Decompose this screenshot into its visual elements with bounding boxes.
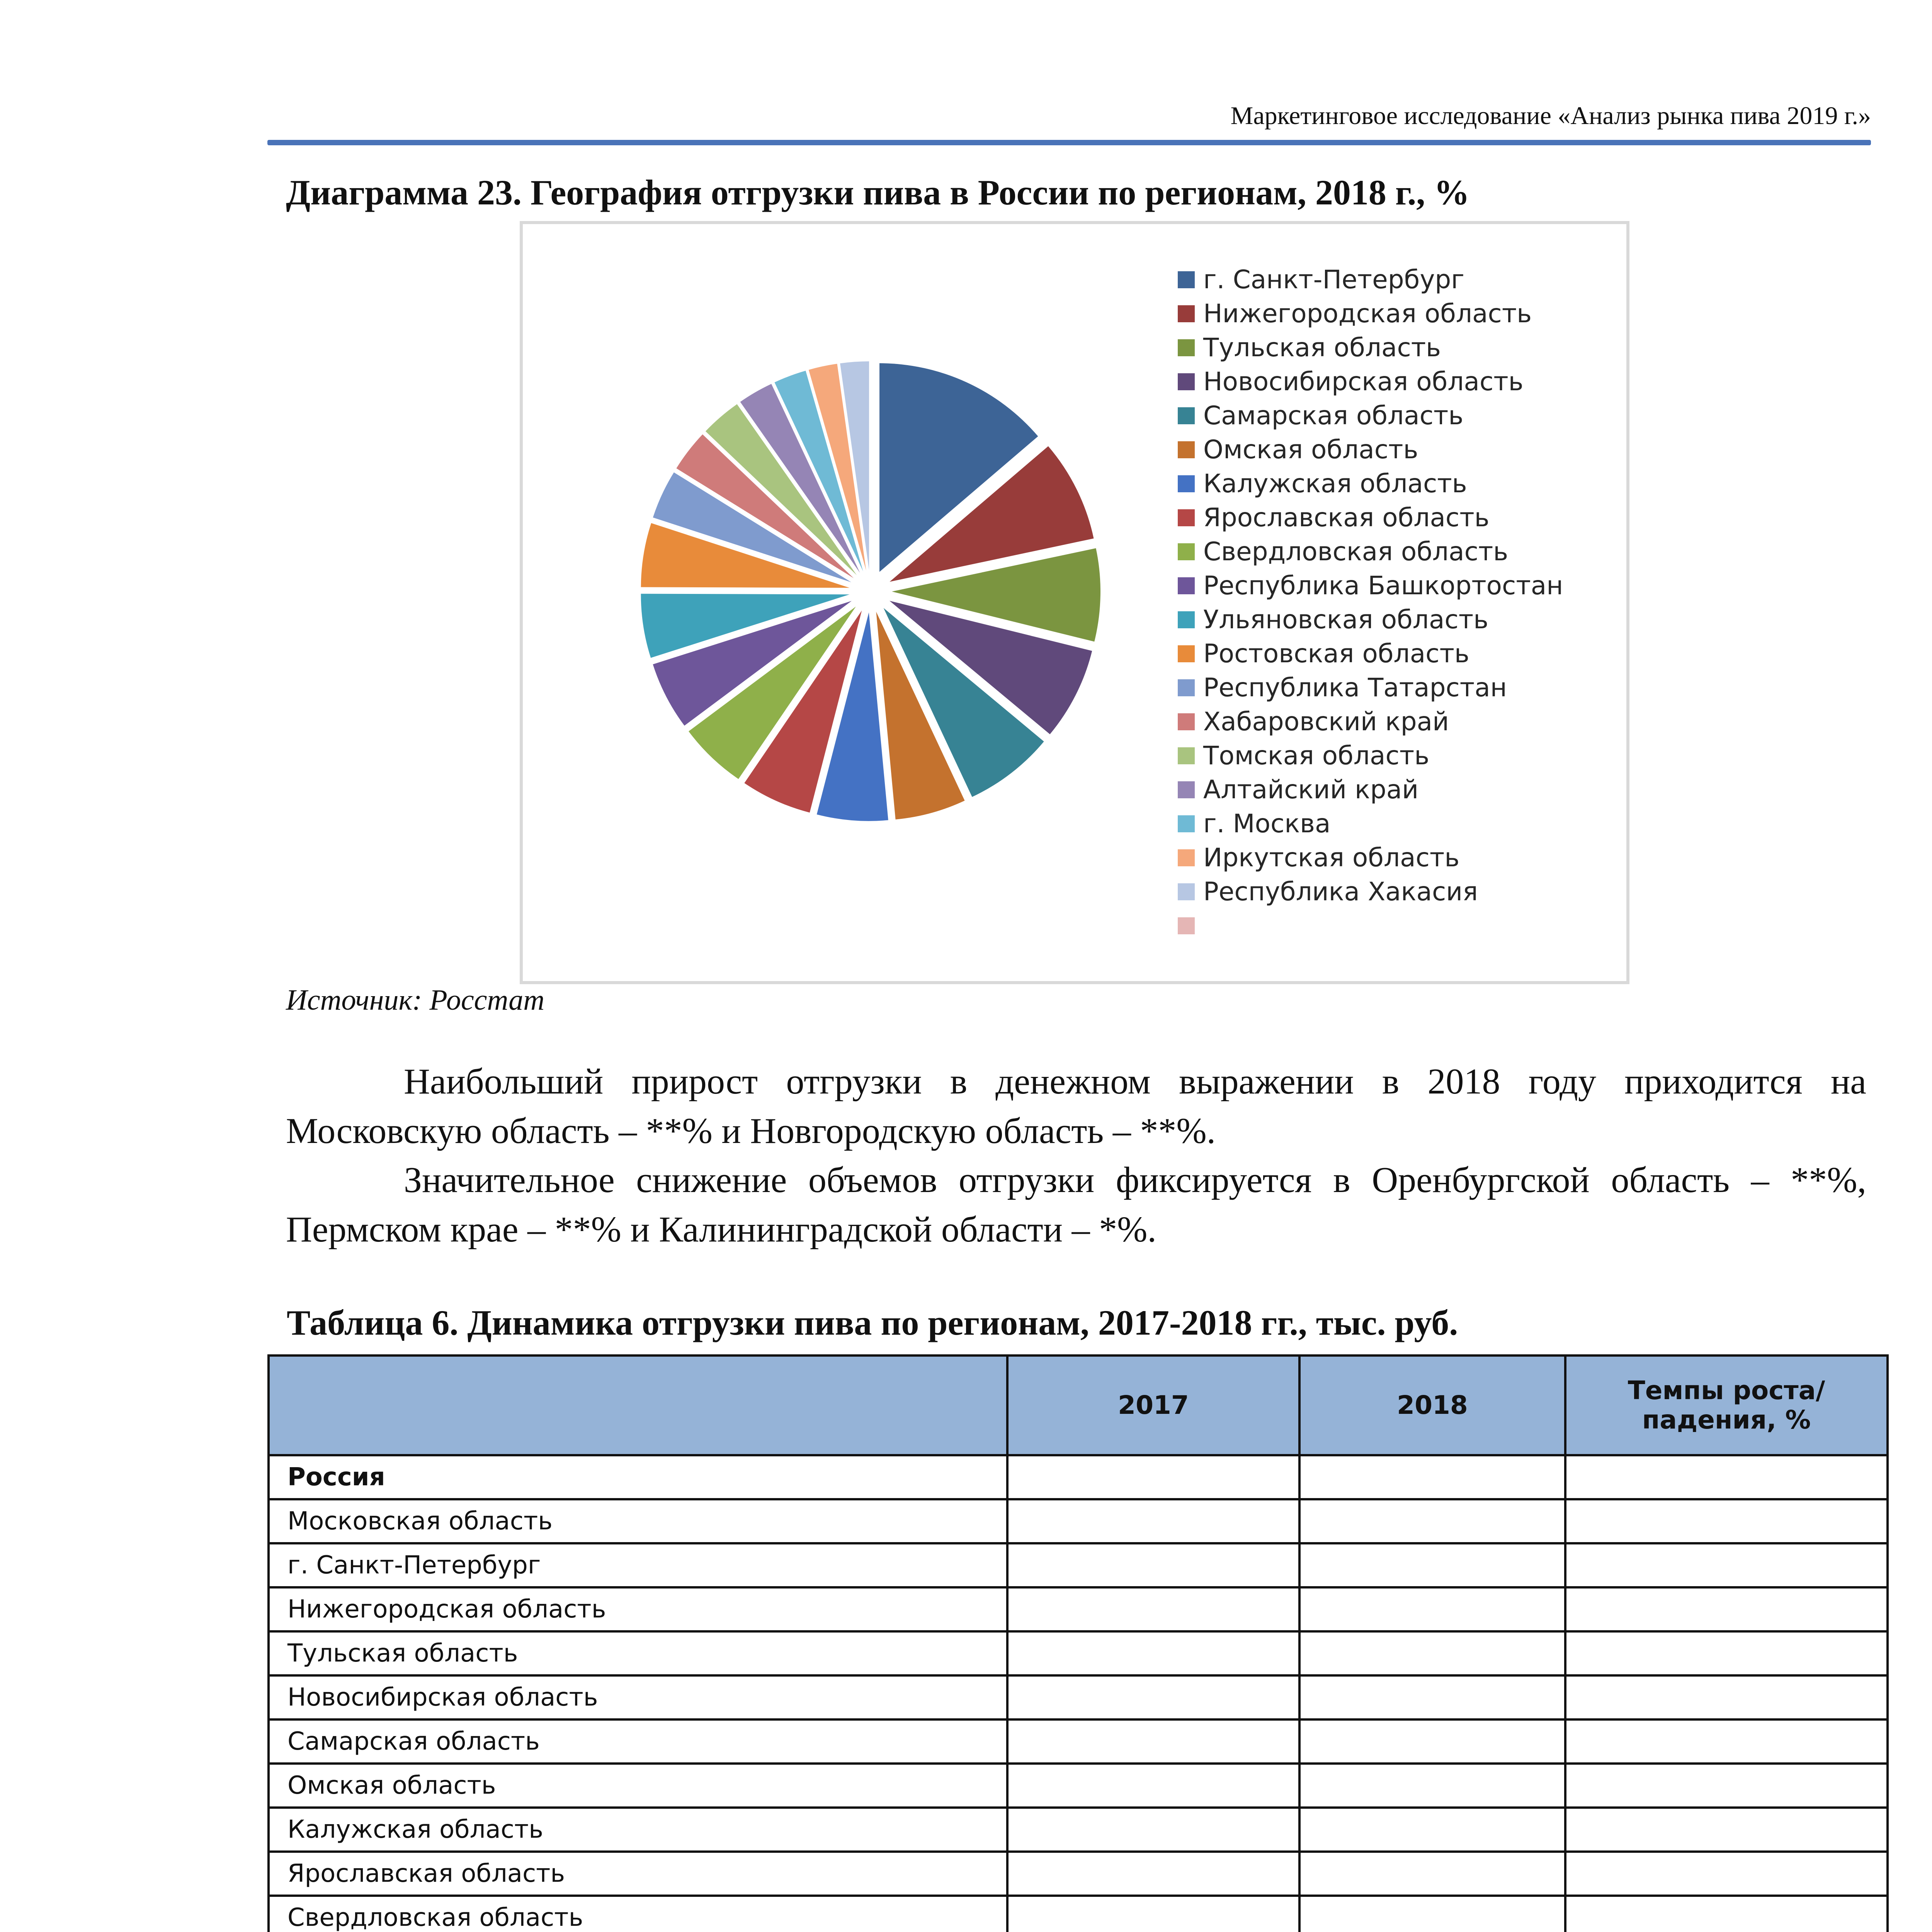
legend-swatch — [1178, 849, 1195, 866]
value-cell — [1565, 1675, 1888, 1719]
table-row — [269, 1631, 1888, 1675]
paragraph: Значительное снижение объемов отгрузки фиксируется в Оренбургской область – **%, Пермском крае – **% и Калининградской области – *%. — [286, 1160, 1866, 1250]
region-cell: Нижегородская область — [269, 1587, 1007, 1631]
legend-swatch — [1178, 339, 1195, 356]
legend-swatch — [1178, 373, 1195, 390]
table-row — [269, 1764, 1888, 1808]
legend-swatch — [1178, 509, 1195, 526]
legend-label: Хабаровский край — [1203, 707, 1449, 736]
value-cell — [1299, 1631, 1565, 1675]
legend-swatch — [1178, 781, 1195, 798]
region-cell: Свердловская область — [269, 1896, 1007, 1932]
legend-swatch — [1178, 883, 1195, 900]
value-cell — [1007, 1719, 1299, 1764]
table-row — [269, 1455, 1888, 1499]
table-row — [269, 1499, 1888, 1543]
region-cell: Московская область — [269, 1499, 1007, 1543]
legend-swatch — [1178, 679, 1195, 696]
value-cell — [1299, 1675, 1565, 1719]
table-header-row — [269, 1355, 1888, 1455]
value-cell — [1565, 1896, 1888, 1932]
legend-label: Нижегородская область — [1203, 299, 1532, 328]
column-header: Темпы роста/падения, % — [1565, 1355, 1888, 1455]
legend-label: Самарская область — [1203, 401, 1464, 430]
legend-swatch — [1178, 441, 1195, 458]
legend-swatch — [1178, 475, 1195, 492]
legend-swatch — [1178, 713, 1195, 730]
value-cell — [1007, 1587, 1299, 1631]
region-cell: Тульская область — [269, 1631, 1007, 1675]
value-cell — [1299, 1896, 1565, 1932]
legend-label: г. Москва — [1203, 809, 1331, 838]
legend-label: Республика Башкортостан — [1203, 571, 1563, 600]
column-header — [269, 1355, 1007, 1455]
legend-label: Новосибирская область — [1203, 367, 1524, 396]
legend-label: г. Санкт-Петербург — [1203, 265, 1464, 294]
value-cell — [1007, 1852, 1299, 1896]
legend-swatch — [1178, 645, 1195, 662]
value-cell — [1007, 1808, 1299, 1852]
region-cell: Калужская область — [269, 1808, 1007, 1852]
value-cell — [1565, 1764, 1888, 1808]
value-cell — [1565, 1631, 1888, 1675]
value-cell — [1007, 1455, 1299, 1499]
legend-label: Тульская область — [1203, 333, 1441, 362]
value-cell — [1007, 1896, 1299, 1932]
region-cell: Самарская область — [269, 1719, 1007, 1764]
value-cell — [1007, 1631, 1299, 1675]
legend-swatch — [1178, 305, 1195, 322]
shipment-table — [267, 1354, 1889, 1932]
value-cell — [1299, 1587, 1565, 1631]
column-header: 2017 — [1007, 1355, 1299, 1455]
running-header: Маркетинговое исследование «Анализ рынка пива 2019 г.» — [1230, 102, 1871, 130]
value-cell — [1007, 1764, 1299, 1808]
header-divider — [267, 140, 1871, 145]
legend-label: Омская область — [1203, 435, 1418, 464]
legend-swatch — [1178, 917, 1195, 934]
legend-label: Республика Хакасия — [1203, 877, 1478, 906]
table-row — [269, 1587, 1888, 1631]
legend-label: Ульяновская область — [1203, 605, 1489, 634]
legend-label: Республика Татарстан — [1203, 673, 1507, 702]
region-cell: Новосибирская область — [269, 1675, 1007, 1719]
value-cell — [1299, 1808, 1565, 1852]
table-title: Таблица 6. Динамика отгрузки пива по регионам, 2017-2018 гг., тыс. руб. — [287, 1303, 1458, 1342]
value-cell — [1299, 1543, 1565, 1587]
value-cell — [1007, 1675, 1299, 1719]
legend-swatch — [1178, 543, 1195, 560]
value-cell — [1565, 1455, 1888, 1499]
paragraph: Наибольший прирост отгрузки в денежном выражении в 2018 году приходится на Московскую область – **% и Новгородскую область – **%. — [286, 1061, 1866, 1151]
legend-swatch — [1178, 611, 1195, 628]
value-cell — [1565, 1543, 1888, 1587]
value-cell — [1299, 1719, 1565, 1764]
value-cell — [1007, 1543, 1299, 1587]
legend-label: Ярославская область — [1203, 503, 1490, 532]
region-cell: Ярославская область — [269, 1852, 1007, 1896]
legend-label: Калужская область — [1203, 469, 1467, 498]
table-row — [269, 1896, 1888, 1932]
table-row — [269, 1543, 1888, 1587]
table-row — [269, 1675, 1888, 1719]
legend-label: Свердловская область — [1203, 537, 1509, 566]
table-row — [269, 1852, 1888, 1896]
region-cell: Омская область — [269, 1764, 1007, 1808]
column-header: 2018 — [1299, 1355, 1565, 1455]
legend-label: Иркутская область — [1203, 843, 1460, 872]
value-cell — [1565, 1808, 1888, 1852]
legend-label: Алтайский край — [1203, 775, 1419, 804]
value-cell — [1299, 1764, 1565, 1808]
table-row — [269, 1808, 1888, 1852]
region-cell: Россия — [269, 1455, 1007, 1499]
value-cell — [1299, 1499, 1565, 1543]
legend-label: Томская область — [1203, 741, 1430, 770]
legend-swatch — [1178, 747, 1195, 764]
value-cell — [1299, 1852, 1565, 1896]
figure-source: Источник: Росстат — [286, 984, 545, 1016]
value-cell — [1565, 1499, 1888, 1543]
value-cell — [1565, 1587, 1888, 1631]
value-cell — [1565, 1719, 1888, 1764]
legend-swatch — [1178, 407, 1195, 424]
region-cell: г. Санкт-Петербург — [269, 1543, 1007, 1587]
value-cell — [1565, 1852, 1888, 1896]
legend-swatch — [1178, 271, 1195, 288]
legend-label: Ростовская область — [1203, 639, 1469, 668]
figure-title: Диаграмма 23. География отгрузки пива в России по регионам, 2018 г., % — [286, 173, 1470, 212]
legend-swatch — [1178, 577, 1195, 594]
table-row — [269, 1719, 1888, 1764]
legend-swatch — [1178, 815, 1195, 832]
value-cell — [1299, 1455, 1565, 1499]
pie-chart — [520, 221, 1629, 984]
value-cell — [1007, 1499, 1299, 1543]
